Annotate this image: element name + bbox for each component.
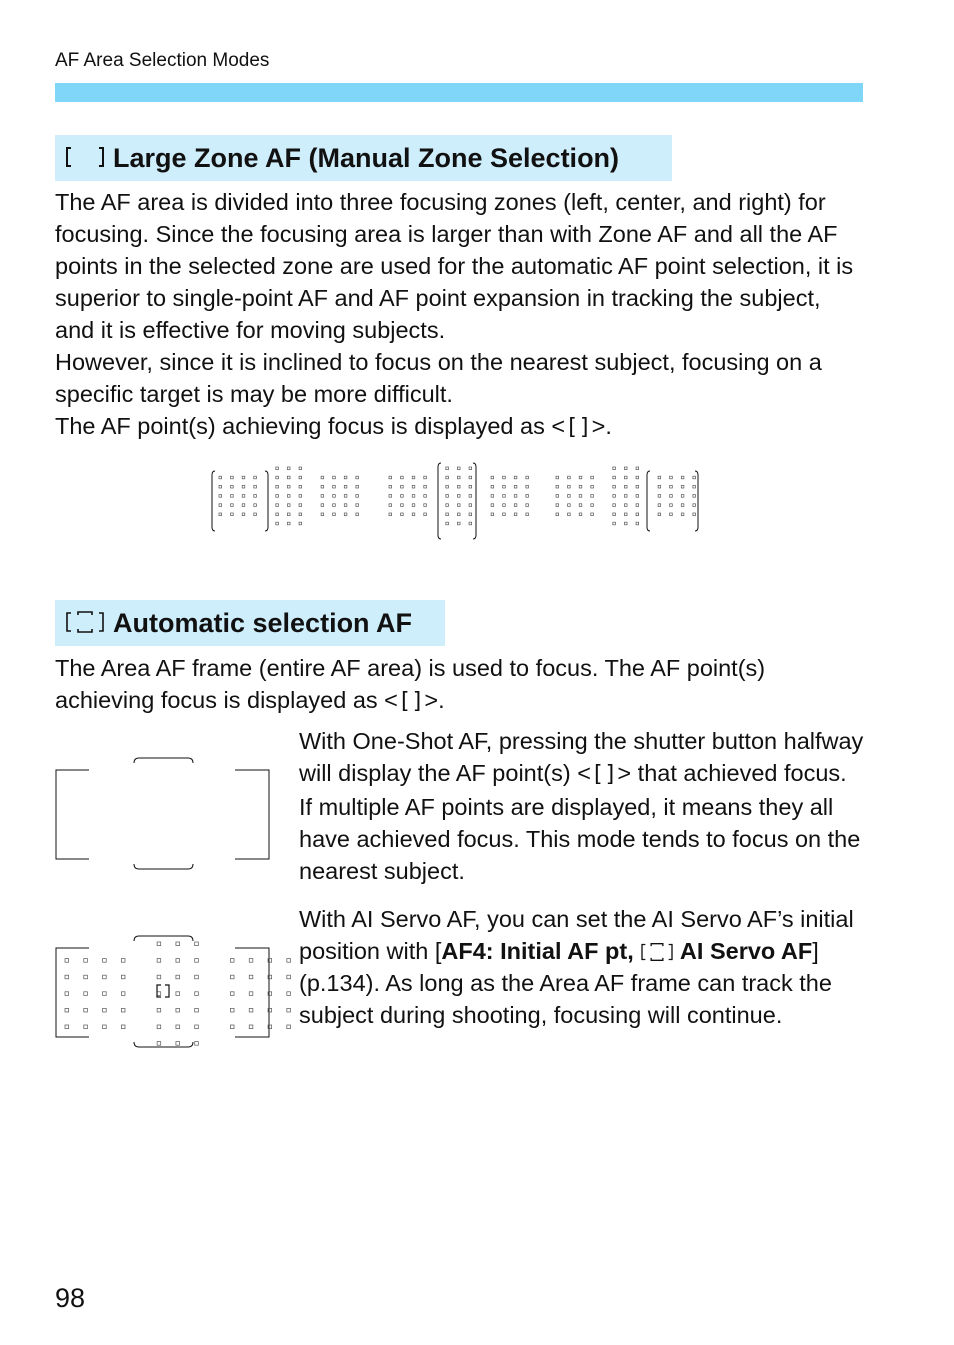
af-point (613, 485, 616, 488)
menu-item-label: AI Servo AF (674, 938, 813, 964)
af-point (412, 504, 415, 507)
af-point (389, 513, 392, 516)
af-point (446, 485, 449, 488)
paragraph: >. (424, 687, 445, 713)
af-point (299, 513, 302, 516)
menu-tab-label: AF (441, 938, 473, 964)
automatic-selection-af-icon (65, 602, 105, 648)
af-point (469, 522, 472, 525)
af-point (121, 975, 125, 979)
af-point (424, 504, 427, 507)
af-point (636, 513, 639, 516)
af-point (195, 1008, 199, 1012)
af-point (636, 495, 639, 498)
af-point (287, 522, 290, 525)
af-point (299, 485, 302, 488)
af-point (613, 522, 616, 525)
section-heading-automatic (55, 600, 445, 646)
af-point (670, 495, 673, 498)
af-point (579, 476, 582, 479)
af-point (230, 1008, 234, 1012)
af-point (176, 1042, 180, 1046)
af-point (287, 476, 290, 479)
af-point (526, 485, 529, 488)
af-point (276, 522, 279, 525)
af-point (624, 495, 627, 498)
af-point (412, 513, 415, 516)
focus-point-symbol: [] (397, 689, 425, 714)
zone-diagrams (0, 455, 954, 555)
af-point (579, 513, 582, 516)
af-point (287, 975, 291, 979)
af-point (670, 476, 673, 479)
af-point (84, 992, 88, 996)
af-point (121, 1008, 125, 1012)
af-point (401, 504, 404, 507)
af-point (276, 495, 279, 498)
af-point (514, 495, 517, 498)
af-point (231, 485, 234, 488)
af-point (636, 467, 639, 470)
af-point (65, 1025, 69, 1029)
af-point (401, 485, 404, 488)
af-point (176, 1025, 180, 1029)
af-point (287, 959, 291, 963)
zone-frame-left (212, 471, 215, 531)
af-point (333, 513, 336, 516)
af-point (254, 476, 257, 479)
af-point (681, 476, 684, 479)
af-point (121, 959, 125, 963)
ai-servo-diagram (55, 933, 275, 1053)
af-point (457, 513, 460, 516)
paragraph: The AF point(s) achieving focus is displayed as < (55, 413, 566, 439)
af-point (321, 476, 324, 479)
af-point (491, 495, 494, 498)
af-point (219, 513, 222, 516)
paragraph: With AI Servo AF, you can set the AI Servo AF’s initial position with [ (299, 906, 861, 964)
af-point (195, 1042, 199, 1046)
af-point (219, 504, 222, 507)
af-point (195, 959, 199, 963)
af-point (446, 522, 449, 525)
af-point (176, 942, 180, 946)
af-point (254, 504, 257, 507)
af-point (457, 476, 460, 479)
af-point (333, 504, 336, 507)
af-point (276, 476, 279, 479)
af-point (242, 495, 245, 498)
af-point (446, 467, 449, 470)
af-point (457, 495, 460, 498)
section-heading-large-zone (55, 135, 672, 181)
af-point (636, 522, 639, 525)
af-point (65, 992, 69, 996)
af-point (356, 513, 359, 516)
af-point (424, 485, 427, 488)
af-point (321, 513, 324, 516)
section-title: Large Zone AF (Manual Zone Selection) (113, 143, 620, 173)
af-point (469, 476, 472, 479)
af-point (249, 959, 253, 963)
af-point (424, 495, 427, 498)
af-point (503, 495, 506, 498)
af-point (333, 495, 336, 498)
af-point (693, 504, 696, 507)
zone-frame-left (265, 471, 268, 531)
af-point (230, 959, 234, 963)
area-frame-bottom (134, 1042, 193, 1047)
af-point (556, 504, 559, 507)
af-point (103, 959, 107, 963)
area-frame-right (235, 948, 269, 1037)
af-point (591, 476, 594, 479)
af-point (469, 495, 472, 498)
af-point (299, 504, 302, 507)
af-point (514, 504, 517, 507)
af-point (195, 992, 199, 996)
af-point (230, 975, 234, 979)
paragraph: However, since it is inclined to focus on the nearest subject, focusing on a specific target is may be more difficult. (55, 349, 829, 407)
af-point (613, 513, 616, 516)
af-point (568, 476, 571, 479)
af-point (579, 504, 582, 507)
af-point (624, 504, 627, 507)
af-point (287, 485, 290, 488)
af-point (658, 485, 661, 488)
af-point (242, 504, 245, 507)
af-point (389, 495, 392, 498)
area-frame-top (134, 936, 193, 941)
af-point (491, 513, 494, 516)
af-point (103, 992, 107, 996)
af-point (579, 495, 582, 498)
af-point (693, 513, 696, 516)
af-point (457, 504, 460, 507)
af-point (457, 467, 460, 470)
section-title: Automatic selection AF (113, 608, 413, 638)
af-point (157, 1025, 161, 1029)
af-point (568, 485, 571, 488)
af-point (356, 476, 359, 479)
af-point (613, 467, 616, 470)
af-point (356, 504, 359, 507)
af-point (157, 975, 161, 979)
af-point (333, 476, 336, 479)
paragraph: > that achieved focus. If multiple AF points are displayed, it means they all have achieved focus. This mode tends to focus on the nearest subject. (299, 760, 867, 884)
af-point (624, 467, 627, 470)
af-point (287, 1008, 291, 1012)
area-af-frame-diagram (55, 755, 275, 875)
af-point (195, 942, 199, 946)
af-point (503, 513, 506, 516)
af-point (424, 513, 427, 516)
af-point (249, 1025, 253, 1029)
af-point (219, 495, 222, 498)
af-point (491, 485, 494, 488)
af-point (636, 485, 639, 488)
af-point (424, 476, 427, 479)
af-point (276, 467, 279, 470)
af-point (321, 485, 324, 488)
af-point (344, 476, 347, 479)
af-point (636, 476, 639, 479)
af-point (121, 992, 125, 996)
af-point (84, 1008, 88, 1012)
af-point (556, 485, 559, 488)
af-point (412, 485, 415, 488)
af-point (219, 485, 222, 488)
af-point (624, 513, 627, 516)
af-point (157, 992, 161, 996)
af-point (249, 975, 253, 979)
af-point (231, 476, 234, 479)
af-point (469, 504, 472, 507)
af-point (333, 485, 336, 488)
af-point (287, 992, 291, 996)
af-point (276, 513, 279, 516)
af-point (65, 1008, 69, 1012)
af-point (412, 476, 415, 479)
af-point (446, 513, 449, 516)
zone-frame-center (473, 463, 476, 539)
af-point (157, 959, 161, 963)
af-point (157, 1042, 161, 1046)
af-point (389, 485, 392, 488)
af-point (195, 1025, 199, 1029)
af-point (613, 495, 616, 498)
af-point (276, 504, 279, 507)
af-point (526, 513, 529, 516)
af-point (299, 522, 302, 525)
af-point (344, 485, 347, 488)
zone-frame-right (647, 471, 650, 531)
af-point (219, 476, 222, 479)
af-point (624, 522, 627, 525)
af-point (254, 513, 257, 516)
af-point (636, 504, 639, 507)
menu-item-label: 4: Initial AF pt, (472, 938, 641, 964)
automatic-selection-af-icon (640, 942, 674, 962)
af-point (591, 485, 594, 488)
af-point (231, 513, 234, 516)
af-point (556, 495, 559, 498)
af-point (591, 504, 594, 507)
af-point (299, 467, 302, 470)
af-point (287, 467, 290, 470)
paragraph: >. (591, 413, 612, 439)
af-point (658, 513, 661, 516)
af-point (249, 1008, 253, 1012)
af-point (176, 1008, 180, 1012)
focus-point-symbol: [] (565, 415, 592, 440)
af-point (401, 513, 404, 516)
af-point (299, 476, 302, 479)
zone-frame-center (438, 463, 441, 539)
af-point (568, 504, 571, 507)
af-point (242, 485, 245, 488)
af-point (681, 485, 684, 488)
automatic-intro (55, 652, 863, 718)
paragraph: The Area AF frame (entire AF area) is used to focus. The AF point(s) achieving focus is displayed as < (55, 655, 772, 713)
af-point (613, 504, 616, 507)
af-point (503, 476, 506, 479)
af-point (693, 476, 696, 479)
af-point (457, 522, 460, 525)
af-point (254, 485, 257, 488)
af-point (469, 513, 472, 516)
af-point (401, 495, 404, 498)
af-point (693, 485, 696, 488)
af-point (624, 485, 627, 488)
af-point (103, 975, 107, 979)
af-point (613, 476, 616, 479)
af-point (526, 495, 529, 498)
af-point (693, 495, 696, 498)
af-point (249, 992, 253, 996)
af-point (84, 975, 88, 979)
zone-frame-right (695, 471, 698, 531)
af-point (556, 513, 559, 516)
af-point (469, 485, 472, 488)
af-point (121, 1025, 125, 1029)
ai-servo-description (299, 903, 864, 1031)
af-point (344, 504, 347, 507)
af-point (344, 495, 347, 498)
running-head: AF Area Selection Modes (55, 50, 270, 71)
af-point (568, 495, 571, 498)
af-point (591, 495, 594, 498)
af-point (503, 485, 506, 488)
large-zone-description (55, 186, 863, 444)
af-point (230, 992, 234, 996)
af-point (446, 476, 449, 479)
paragraph: With One-Shot AF, pressing the shutter button halfway will display the AF point(s) < (299, 728, 870, 786)
af-point (344, 513, 347, 516)
af-point (514, 485, 517, 488)
af-point (658, 476, 661, 479)
af-point (157, 1008, 161, 1012)
af-point (356, 485, 359, 488)
af-point (681, 495, 684, 498)
af-point (446, 495, 449, 498)
af-point (503, 504, 506, 507)
af-point (681, 504, 684, 507)
header-bar (55, 83, 863, 102)
af-point (469, 467, 472, 470)
af-point (389, 504, 392, 507)
af-point (412, 495, 415, 498)
af-point (568, 513, 571, 516)
af-point (242, 513, 245, 516)
af-point (401, 476, 404, 479)
af-point (556, 476, 559, 479)
af-point (670, 485, 673, 488)
af-point (231, 495, 234, 498)
af-point (514, 513, 517, 516)
paragraph: The AF area is divided into three focusing zones (left, center, and right) for focusing. Since the focusing area is larger than with Zone AF and all the AF points in the selected zone are used for the automatic AF point selection, it is superior to single-point AF and AF point expansion in tracking the subject, and it is effective for moving subjects. (55, 189, 860, 343)
page-number: 98 (55, 1283, 86, 1313)
af-point (321, 504, 324, 507)
af-point (389, 476, 392, 479)
af-point (176, 992, 180, 996)
af-point (176, 959, 180, 963)
large-zone-af-icon (65, 137, 105, 183)
one-shot-description (299, 725, 870, 887)
af-point (103, 1008, 107, 1012)
af-point (670, 504, 673, 507)
af-point (231, 504, 234, 507)
focus-point-symbol: [] (590, 762, 618, 787)
af-point (299, 495, 302, 498)
af-point (514, 476, 517, 479)
af-point (491, 504, 494, 507)
af-point (356, 495, 359, 498)
af-point (446, 504, 449, 507)
af-point (658, 504, 661, 507)
af-point (254, 495, 257, 498)
af-point (670, 513, 673, 516)
af-point (276, 485, 279, 488)
af-point (457, 485, 460, 488)
af-point (287, 504, 290, 507)
af-point (491, 476, 494, 479)
af-point (287, 1025, 291, 1029)
af-point (287, 513, 290, 516)
paragraph: ] (p.134). As long as the Area AF frame can track the subject during shooting, focusing will continue. (299, 938, 839, 1028)
af-point (242, 476, 245, 479)
af-point (658, 495, 661, 498)
af-point (579, 485, 582, 488)
af-point (195, 975, 199, 979)
af-point (84, 1025, 88, 1029)
af-point (681, 513, 684, 516)
af-point (103, 1025, 107, 1029)
af-point (526, 476, 529, 479)
af-point (591, 513, 594, 516)
af-point (624, 476, 627, 479)
af-point (176, 975, 180, 979)
af-point (65, 975, 69, 979)
af-point (65, 959, 69, 963)
af-point (287, 495, 290, 498)
af-point (230, 1025, 234, 1029)
af-point (321, 495, 324, 498)
af-point (84, 959, 88, 963)
af-point (157, 942, 161, 946)
af-point (526, 504, 529, 507)
